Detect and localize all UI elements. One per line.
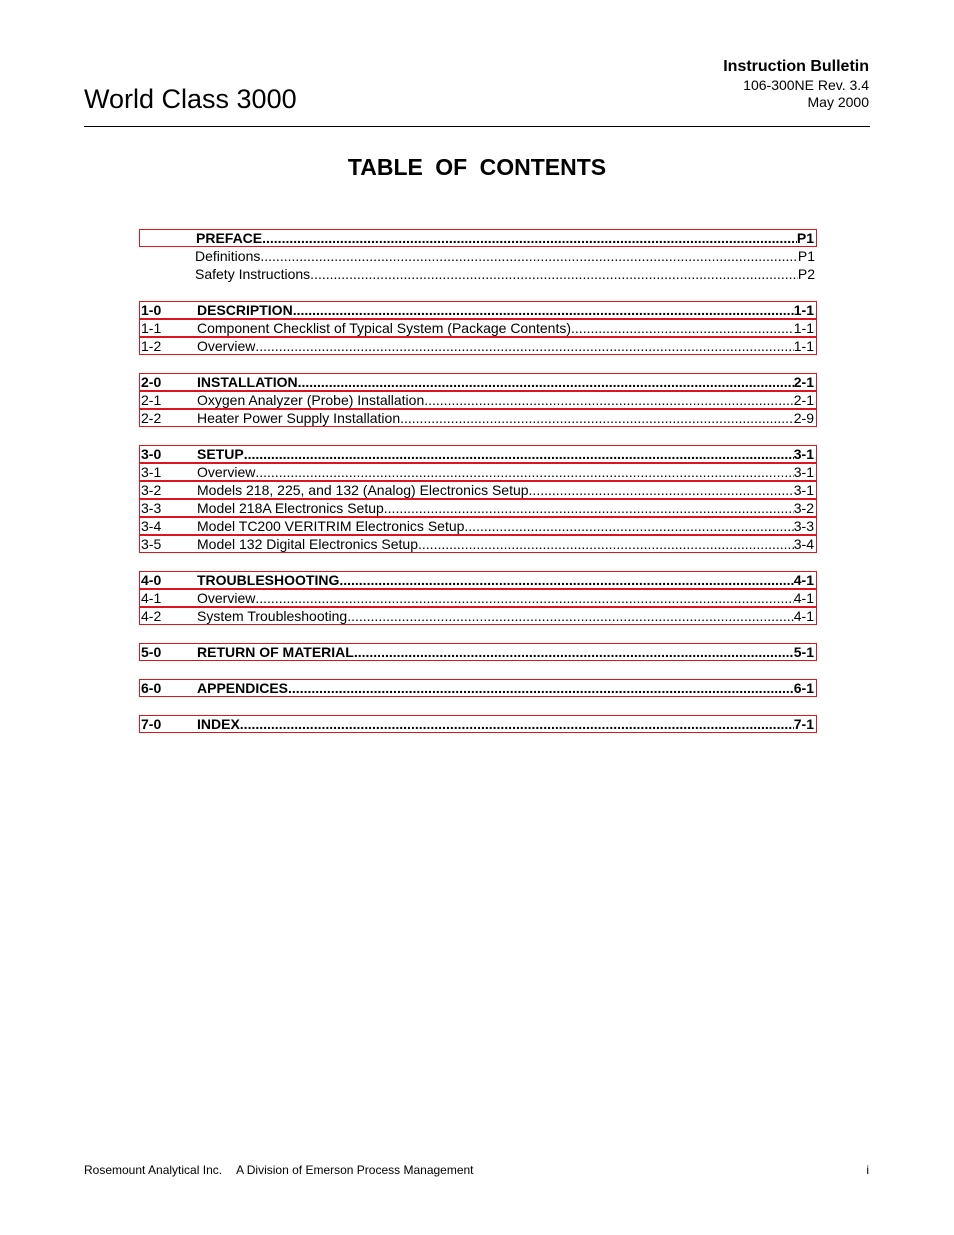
toc-entry-title: RETURN OF MATERIAL [197,644,354,660]
toc-entry-title: SETUP [197,446,244,462]
page-title: World Class 3000 [84,84,297,114]
toc-entry-page: 3-2 [793,500,814,516]
toc-leader-dots [464,518,793,534]
toc-entry-page: 3-1 [793,482,814,498]
toc-entry-number: 7-0 [141,716,162,732]
toc-leader-dots [529,482,794,498]
toc-entry-title: Overview [197,464,256,480]
toc-entry-page: 3-4 [793,536,814,552]
toc-entry-number: 3-1 [141,464,162,480]
toc-heading: TABLE OF CONTENTS [347,154,607,180]
toc-section [139,301,817,355]
toc-entry-title: Component Checklist of Typical System (Package Contents) [197,320,572,336]
toc-entry[interactable] [139,499,817,517]
toc-entry-number: 3-4 [141,518,162,534]
toc-entry-title: INDEX [197,716,240,732]
toc-section [139,643,817,661]
document-number: 106-300NE Rev. 3.4 [743,77,869,93]
toc-entry-title: INSTALLATION [197,374,298,390]
toc-entry[interactable] [139,535,817,553]
toc-entry-title: Safety Instructions [195,266,311,282]
table-of-contents [139,229,817,751]
toc-leader-dots [255,338,793,354]
toc-leader-dots [255,464,793,480]
toc-section [139,715,817,733]
toc-entry-title: Overview [197,338,256,354]
toc-entry[interactable] [139,715,817,733]
toc-entry-page: 4-1 [793,608,814,624]
toc-section [139,571,817,625]
toc-leader-dots [262,230,797,246]
toc-entry[interactable] [139,229,817,247]
toc-entry-title: Model TC200 VERITRIM Electronics Setup [197,518,465,534]
toc-entry-title: PREFACE [196,230,263,246]
toc-entry-title: Model 132 Digital Electronics Setup [197,536,419,552]
toc-entry-title: Model 218A Electronics Setup [197,500,384,516]
toc-entry-number: 6-0 [141,680,162,696]
toc-leader-dots [298,374,794,390]
toc-entry-page: 6-1 [793,680,814,696]
toc-entry-title: Definitions [195,248,261,264]
toc-leader-dots [244,446,794,462]
toc-section [139,229,817,283]
toc-entry-page: 5-1 [793,644,814,660]
toc-entry-number: 3-0 [141,446,162,462]
toc-leader-dots [260,247,798,265]
toc-entry-number: 2-1 [141,392,162,408]
toc-entry[interactable] [139,679,817,697]
toc-entry-number: 1-0 [141,302,162,318]
toc-section [139,445,817,553]
toc-entry-number: 5-0 [141,644,162,660]
toc-entry-page: P1 [796,230,814,246]
toc-leader-dots [339,572,793,588]
toc-leader-dots [310,265,798,283]
toc-entry-page: 4-1 [793,572,814,588]
toc-entry-page: 4-1 [793,590,814,606]
toc-entry[interactable] [139,373,817,391]
toc-entry-number: 4-0 [141,572,162,588]
toc-entry-page: 3-3 [793,518,814,534]
toc-entry-page: P2 [797,266,815,282]
document-info [723,57,869,111]
toc-entry-page: 1-1 [793,302,814,318]
header-divider [84,126,870,127]
toc-leader-dots [384,500,794,516]
toc-entry[interactable] [139,409,817,427]
toc-entry-number: 2-0 [141,374,162,390]
toc-entry-number: 4-2 [141,608,162,624]
toc-entry[interactable] [139,643,817,661]
toc-entry[interactable] [139,391,817,409]
toc-entry-page: 1-1 [793,320,814,336]
toc-leader-dots [354,644,794,660]
document-date: May 2000 [807,94,869,110]
toc-entry[interactable] [139,589,817,607]
toc-entry-page: 2-1 [793,374,814,390]
toc-entry-title: Overview [197,590,256,606]
toc-entry[interactable] [139,463,817,481]
toc-entry[interactable] [139,337,817,355]
toc-entry[interactable] [139,301,817,319]
toc-entry[interactable] [139,319,817,337]
toc-entry[interactable] [139,571,817,589]
toc-entry-title: Models 218, 225, and 132 (Analog) Electronics Setup [197,482,529,498]
toc-entry-number: 3-5 [141,536,162,552]
footer-page-number: i [866,1163,869,1177]
toc-entry-page: 3-1 [793,464,814,480]
toc-entry[interactable] [139,247,817,265]
toc-entry-page: 3-1 [793,446,814,462]
toc-entry-number: 1-1 [141,320,162,336]
toc-entry-number: 4-1 [141,590,162,606]
toc-entry-title: System Troubleshooting [197,608,348,624]
toc-leader-dots [571,320,794,336]
toc-entry[interactable] [139,445,817,463]
toc-entry-page: P1 [797,248,815,264]
toc-entry-title: TROUBLESHOOTING [197,572,340,588]
toc-leader-dots [347,608,794,624]
footer-division: A Division of Emerson Process Management [236,1163,474,1177]
toc-entry[interactable] [139,607,817,625]
bulletin-label: Instruction Bulletin [723,58,869,75]
toc-leader-dots [288,680,794,696]
footer-company [84,1163,474,1177]
toc-entry-number: 3-2 [141,482,162,498]
toc-entry-title: DESCRIPTION [197,302,293,318]
toc-entry-page: 7-1 [793,716,814,732]
toc-leader-dots [240,716,794,732]
toc-leader-dots [418,536,794,552]
toc-entry-title: APPENDICES [197,680,289,696]
toc-entry-page: 2-1 [793,392,814,408]
toc-entry-number: 3-3 [141,500,162,516]
toc-entry[interactable] [139,481,817,499]
toc-section [139,373,817,427]
toc-entry[interactable] [139,517,817,535]
toc-entry-number: 2-2 [141,410,162,426]
toc-entry-title: Heater Power Supply Installation [197,410,401,426]
toc-entry-page: 2-9 [793,410,814,426]
toc-entry-number: 1-2 [141,338,162,354]
toc-entry-page: 1-1 [793,338,814,354]
toc-entry-title: Oxygen Analyzer (Probe) Installation [197,392,425,408]
toc-section [139,679,817,697]
footer-company-name: Rosemount Analytical Inc. [84,1163,223,1177]
toc-leader-dots [255,590,793,606]
toc-entry[interactable] [139,265,817,283]
toc-leader-dots [293,302,794,318]
toc-leader-dots [424,392,794,408]
toc-leader-dots [400,410,794,426]
